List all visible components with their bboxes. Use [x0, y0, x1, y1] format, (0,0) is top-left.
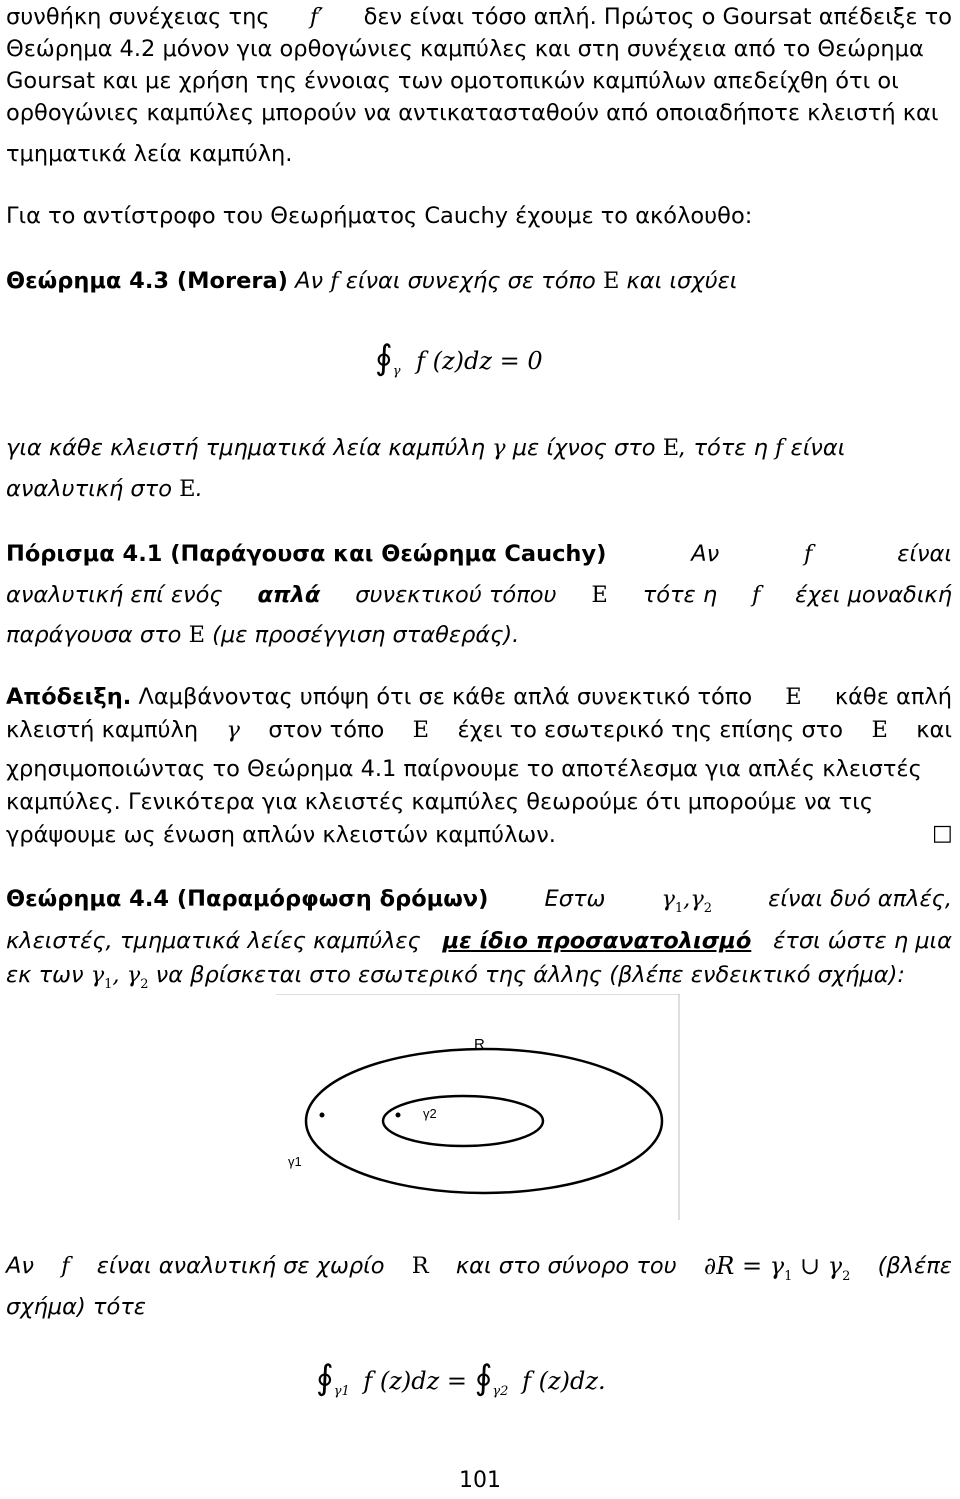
proof-line: Απόδειξη. Λαμβάνοντας υπόψη ότι σε κάθε απλά συνεκτικό τόπο E κάθε απλή	[6, 684, 952, 710]
corollary-title: Πόρισμα 4.1 (Παράγουσα και Θεώρημα Cauchy)	[6, 541, 607, 567]
figure-background	[276, 994, 680, 1220]
text-line: αναλυτική επί ενός απλά συνεκτικού τόπου E τότε η f έχει μοναδική	[6, 582, 952, 608]
page-number: 101	[459, 1468, 501, 1493]
text-line: γράψουμε ως ένωση απλών κλειστών καμπύλων.	[6, 822, 556, 848]
label-R: R	[474, 1036, 485, 1053]
qed-symbol: □	[932, 821, 953, 846]
theorem-heading: Θεώρημα 4.3 (Morera) Αν f είναι συνεχής σε τόπο E και ισχύει	[6, 268, 738, 294]
text-line: καμπύλες. Γενικότερα για κλειστές καμπύλες θεωρούμε ότι μπορούμε να τις	[6, 789, 874, 815]
theorem-heading: Θεώρημα 4.4 (Παραμόρφωση δρόμων) Εστω $\gamma_1,\gamma_2$ είναι δυό απλές,	[6, 884, 952, 924]
text-line: αναλυτική στο E.	[6, 476, 203, 502]
theorem-title: Θεώρημα 4.4 (Παραμόρφωση δρόμων)	[6, 886, 489, 912]
proof-title: Απόδειξη.	[6, 684, 132, 710]
text-line: κλειστές, τμηματικά λείες καμπύλες με ίδιο προσανατολισμό έτσι ώστε η μια	[6, 928, 952, 954]
text-line: σχήμα) τότε	[6, 1294, 146, 1320]
text-line: κλειστή καμπύλη γ στον τόπο E έχει το εσωτερικό της επίσης στο E και	[6, 717, 952, 743]
text-line: ορθογώνιες καμπύλες μπορούν να αντικατασταθούν από οποιαδήποτε κλειστή και	[6, 100, 939, 126]
text-line: για κάθε κλειστή τμηματικά λεία καμπύλη γ με ίχνος στο E, τότε η f είναι	[6, 435, 846, 461]
text-line: εκ των $\gamma_1$, $\gamma_2$ να βρίσκεται στο εσωτερικό της άλλης (βλέπε ενδεικτικό σχήμα):	[6, 962, 905, 992]
theorem-title: Θεώρημα 4.3 (Morera)	[6, 268, 288, 294]
morera-equation: $∮_\gamma$ f (z)dz = 0	[375, 338, 543, 379]
point-marker	[320, 1113, 325, 1118]
point-marker	[396, 1113, 401, 1118]
corollary-heading: Πόρισμα 4.1 (Παράγουσα και Θεώρημα Cauchy) Αν f είναι	[6, 541, 952, 567]
text-line: χρησιμοποιώντας το Θεώρημα 4.1 παίρνουμε το αποτέλεσμα για απλές κλειστές	[6, 756, 922, 782]
text-line: παράγουσα στο E (με προσέγγιση σταθεράς).	[6, 622, 520, 648]
text-line: τμηματικά λεία καμπύλη.	[6, 141, 293, 167]
text-line: συνθήκη συνέχειας της f′ δεν είναι τόσο απλή. Πρώτος ο Goursat απέδειξε το	[6, 4, 952, 30]
label-gamma2: γ2	[423, 1106, 437, 1121]
text-line: Αν f είναι αναλυτική σε χωρίο R και στο σύνορο του $\partial R = \gamma_1$ ∪ $\gamma_2$ (βλέπε	[6, 1252, 952, 1284]
deformation-equation: $∮_{\gamma 1}$ f $(z)dz = ∮_{\gamma 2}$ f (z)dz.	[316, 1358, 606, 1399]
curves-figure	[276, 994, 680, 1220]
text-line: Goursat και με χρήση της έννοιας των ομοτοπικών καμπύλων απεδείχθη ότι οι	[6, 68, 899, 94]
text-line: Θεώρημα 4.2 μόνον για ορθογώνιες καμπύλες και στη συνέχεια από το Θεώρημα	[6, 36, 924, 62]
label-gamma1: γ1	[288, 1154, 302, 1169]
text-line: Για το αντίστροφο του Θεωρήματος Cauchy έχουμε το ακόλουθο:	[6, 203, 753, 229]
